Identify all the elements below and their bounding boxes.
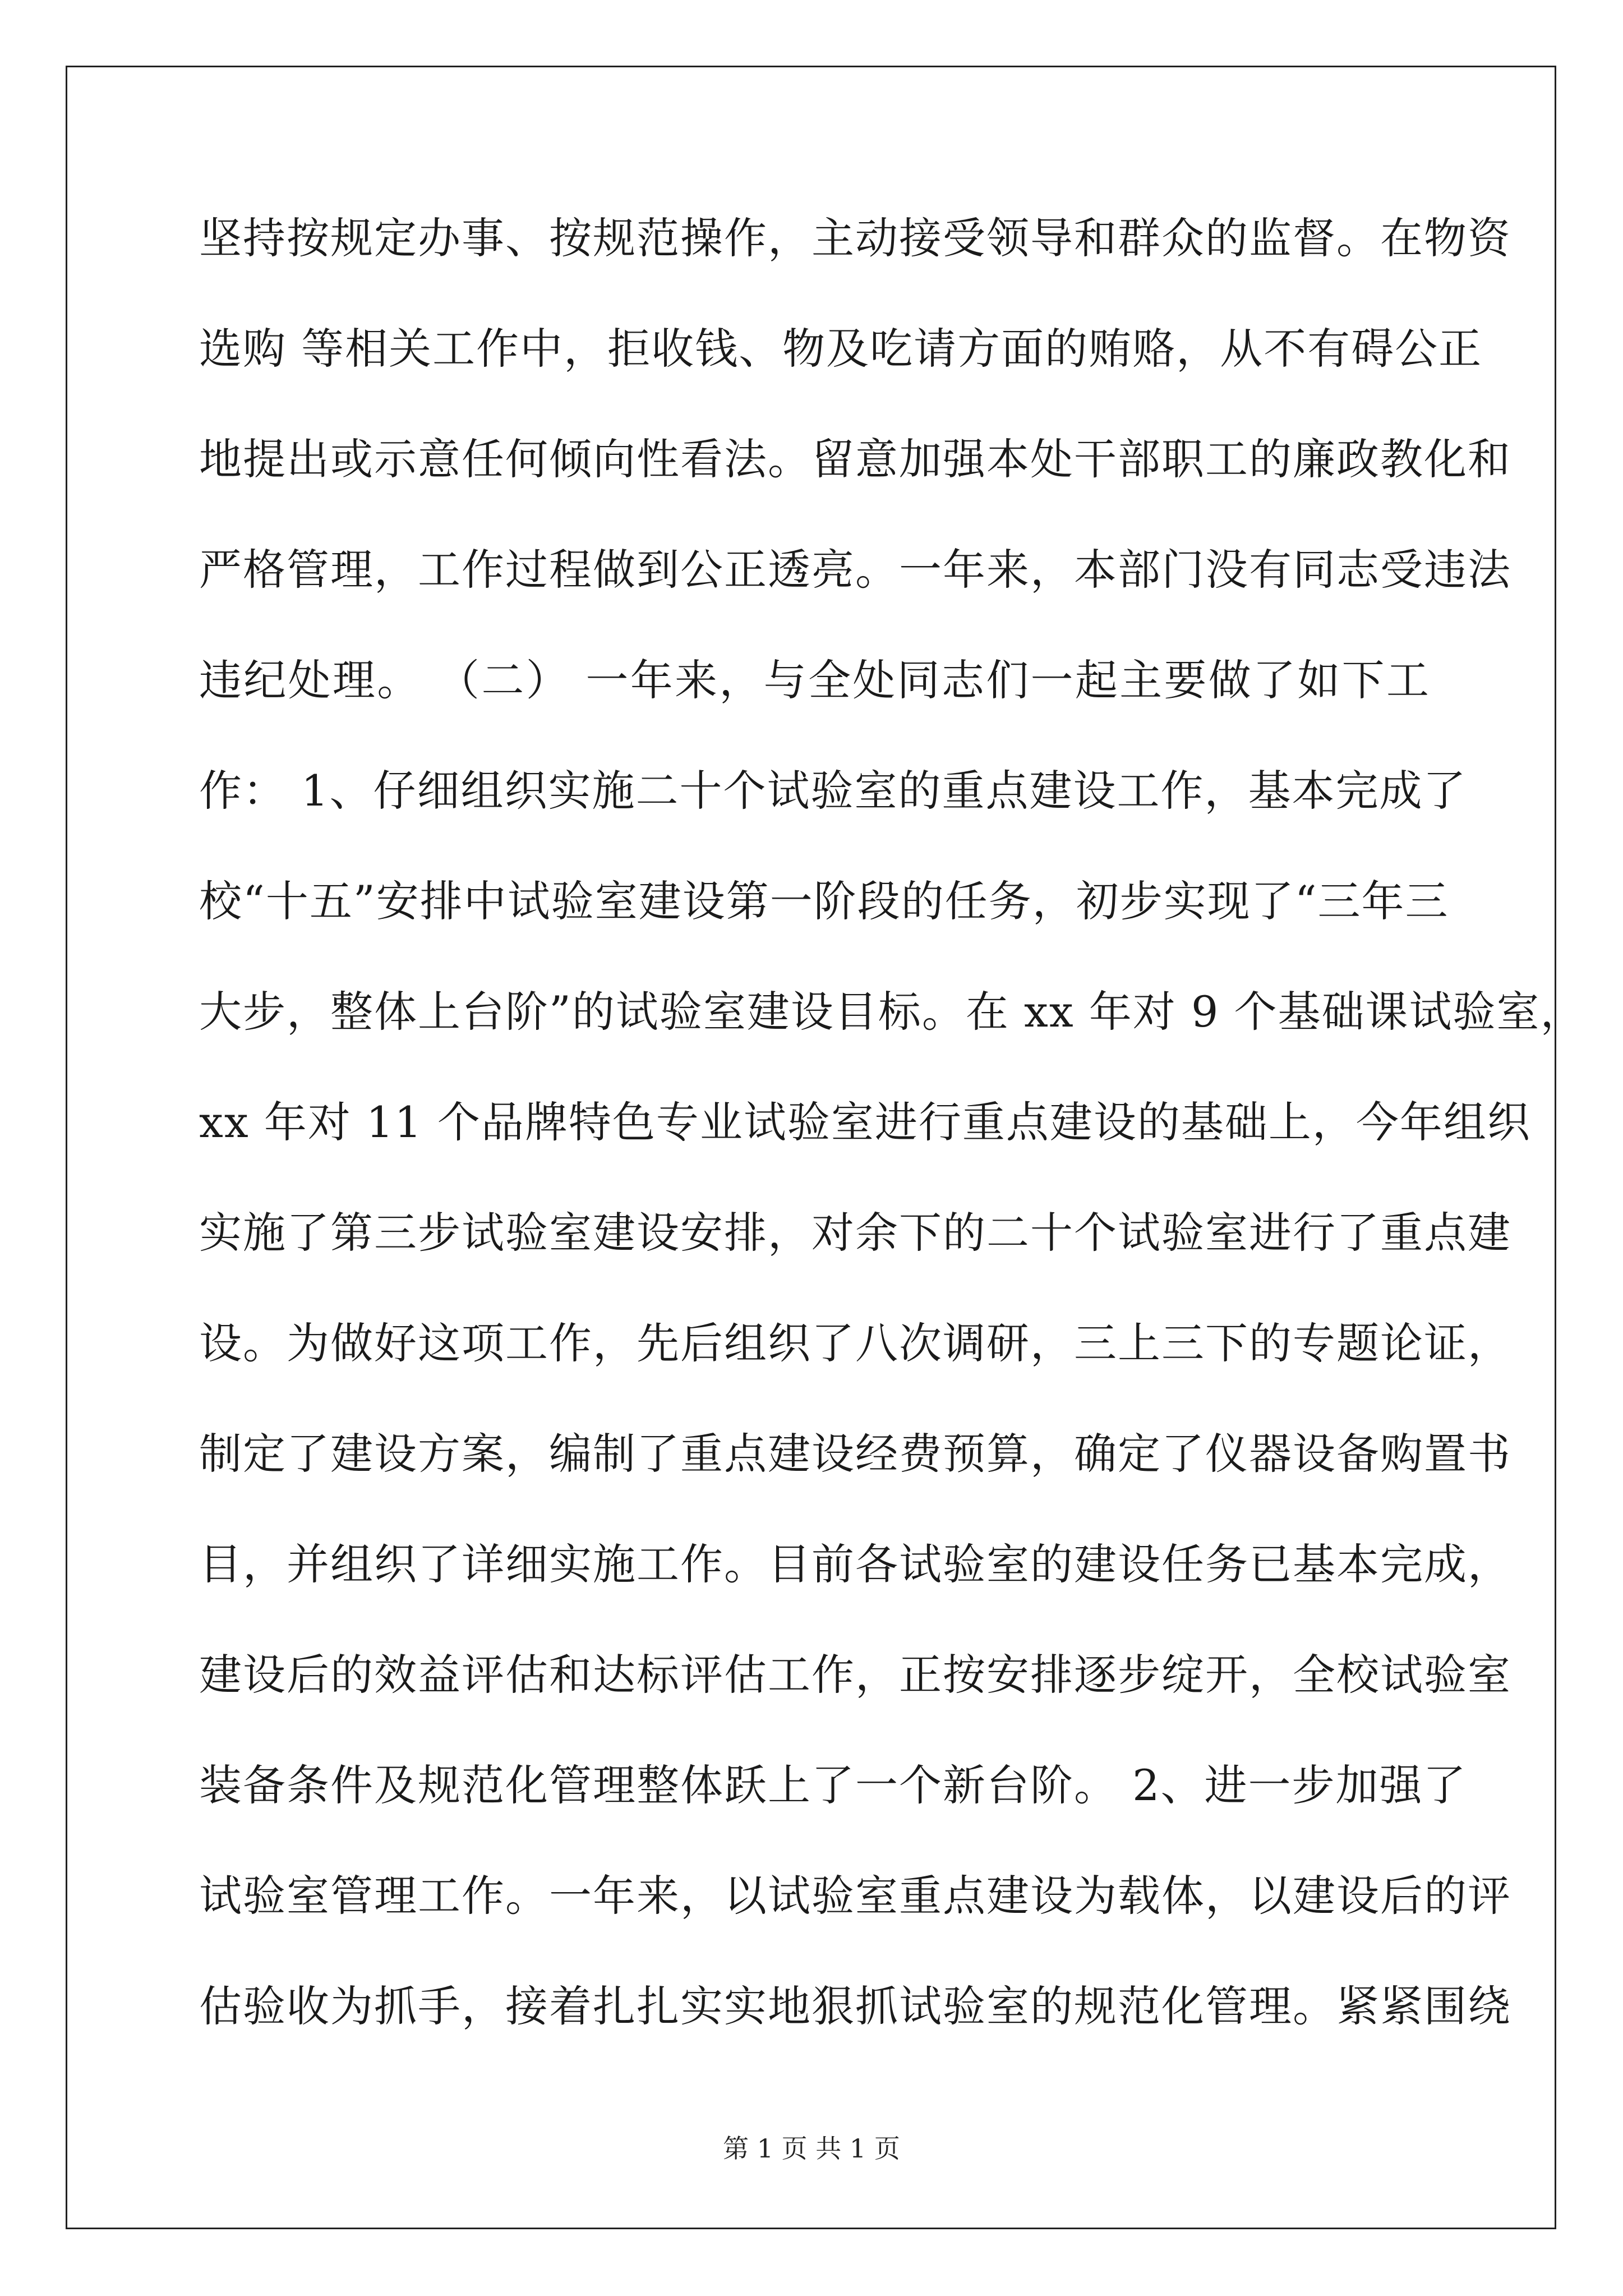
text-line: 制定了建设方案，编制了重点建设经费预算，确定了仪器设备购置书 [199, 1429, 1511, 1479]
text-line: 选购 等相关工作中，拒收钱、物及吃请方面的贿赂，从不有碍公正 [199, 324, 1483, 374]
text-line: 估验收为抓手，接着扎扎实实地狠抓试验室的规范化管理。紧紧围绕 [199, 1981, 1511, 2031]
text-line: 大步，整体上台阶”的试验室建设目标。在 xx 年对 9 个基础课试验室， [199, 987, 1584, 1037]
text-line: 违纪处理。 （二） 一年来，与全处同志们一起主要做了如下工 [199, 655, 1430, 705]
document-body [199, 199, 1584, 2078]
text-line: 设。为做好这项工作，先后组织了八次调研，三上三下的专题论证， [199, 1318, 1511, 1368]
text-line: 目，并组织了详细实施工作。目前各试验室的建设任务已基本完成， [199, 1539, 1511, 1589]
text-line: 地提出或示意任何倾向性看法。留意加强本处干部职工的廉政教化和 [199, 434, 1511, 484]
text-line: xx 年对 11 个品牌特色专业试验室进行重点建设的基础上，今年组织 [199, 1097, 1531, 1147]
page-number-footer: 第 1 页 共 1 页 [723, 2133, 900, 2164]
text-line: 严格管理，工作过程做到公正透亮。一年来，本部门没有同志受违法 [199, 545, 1511, 595]
text-line: 建设后的效益评估和达标评估工作，正按安排逐步绽开，全校试验室 [199, 1650, 1511, 1700]
text-line: 坚持按规定办事、按规范操作，主动接受领导和群众的监督。在物资 [199, 213, 1511, 263]
text-line: 实施了第三步试验室建设安排，对余下的二十个试验室进行了重点建 [199, 1208, 1511, 1258]
text-line: 作： 1、仔细组织实施二十个试验室的重点建设工作，基本完成了 [199, 766, 1467, 816]
text-line: 装备条件及规范化管理整体跃上了一个新台阶。 2、进一步加强了 [199, 1760, 1467, 1810]
text-line: 校“十五”安排中试验室建设第一阶段的任务，初步实现了“三年三 [199, 876, 1449, 926]
text-line: 试验室管理工作。一年来，以试验室重点建设为载体，以建设后的评 [199, 1871, 1511, 1921]
